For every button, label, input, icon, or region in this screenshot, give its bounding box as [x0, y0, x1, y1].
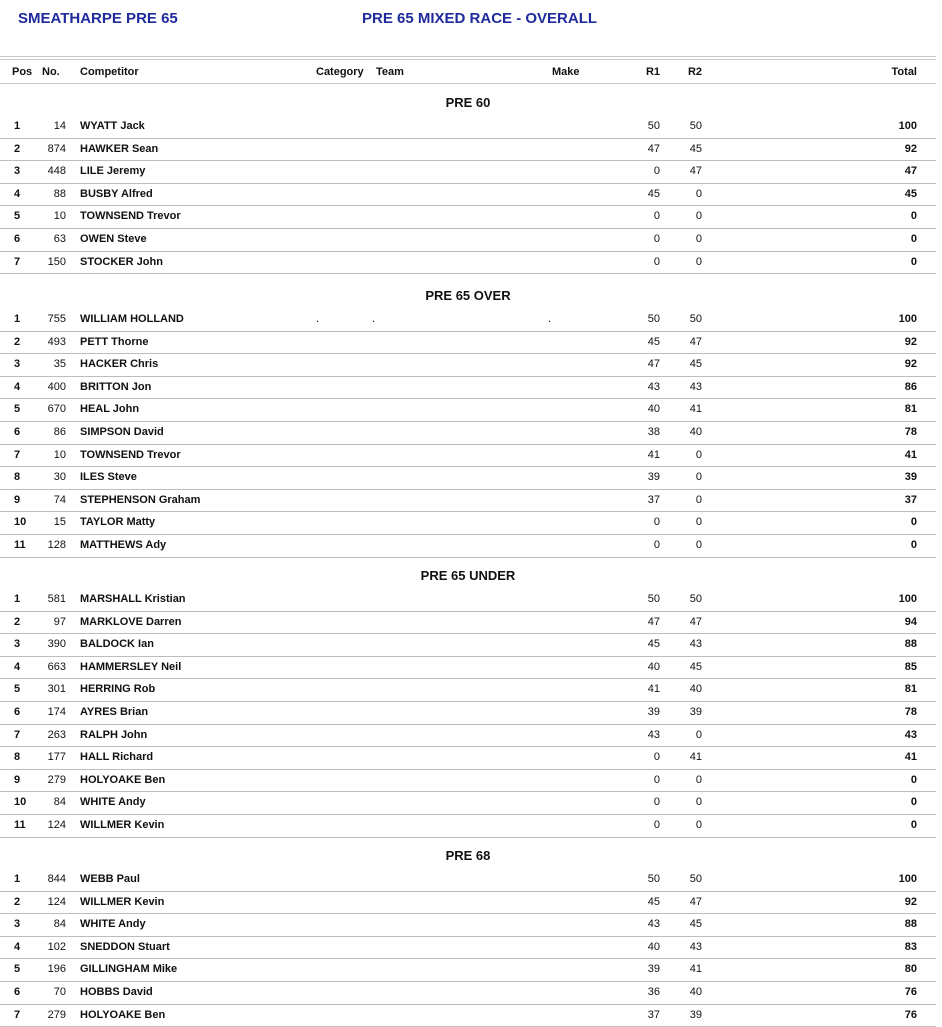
pos-cell: 2 — [14, 142, 21, 155]
r1-cell: 50 — [647, 593, 660, 605]
table-row — [0, 612, 936, 635]
col-competitor-header: Competitor — [80, 66, 139, 78]
total-cell: 85 — [904, 660, 917, 673]
competitor-cell: WEBB Paul — [80, 873, 140, 885]
r2-cell: 0 — [695, 728, 702, 741]
r1-cell: 0 — [653, 818, 660, 831]
table-row — [0, 937, 936, 960]
pos-cell: 9 — [14, 773, 21, 786]
competitor-cell: PETT Thorne — [80, 335, 149, 348]
competitor-cell: BRITTON Jon — [80, 380, 152, 393]
r2-cell: 47 — [689, 895, 702, 908]
category-cell: . — [316, 313, 320, 325]
competitor-cell: WILLMER Kevin — [80, 895, 165, 908]
col-team-header: Team — [376, 66, 404, 78]
r2-cell: 47 — [689, 615, 702, 628]
number-cell: 177 — [47, 751, 66, 764]
r1-cell: 0 — [653, 210, 660, 223]
pos-cell: 1 — [14, 873, 21, 885]
table-row — [0, 815, 936, 838]
r2-cell: 50 — [689, 313, 702, 325]
r2-cell: 39 — [689, 705, 702, 718]
total-cell: 41 — [904, 448, 917, 461]
competitor-cell: STOCKER John — [80, 255, 163, 268]
competitor-cell: HAWKER Sean — [80, 142, 159, 155]
pos-cell: 9 — [14, 493, 21, 506]
number-cell: 15 — [53, 516, 66, 529]
number-cell: 97 — [53, 615, 66, 628]
table-row — [0, 914, 936, 937]
r2-cell: 43 — [689, 940, 702, 953]
total-cell: 76 — [904, 1008, 917, 1021]
pos-cell: 6 — [14, 705, 21, 718]
pos-cell: 11 — [14, 818, 26, 831]
number-cell: 30 — [53, 471, 66, 484]
r2-cell: 0 — [695, 796, 702, 809]
r2-cell: 0 — [695, 210, 702, 223]
pos-cell: 4 — [14, 380, 21, 393]
r1-cell: 47 — [647, 615, 660, 628]
competitor-cell: WILLIAM HOLLAND — [80, 313, 184, 325]
r1-cell: 0 — [653, 796, 660, 809]
section-title: PRE 60 — [445, 95, 491, 110]
competitor-cell: SIMPSON David — [80, 425, 164, 438]
r1-cell: 0 — [653, 751, 660, 764]
total-cell: 92 — [904, 895, 917, 908]
total-cell: 100 — [898, 313, 917, 325]
r2-cell: 0 — [695, 232, 702, 245]
number-cell: 150 — [47, 255, 66, 268]
competitor-cell: MARKLOVE Darren — [80, 615, 182, 628]
r1-cell: 36 — [647, 985, 660, 998]
competitor-cell: SNEDDON Stuart — [80, 940, 170, 953]
r2-cell: 0 — [695, 516, 702, 529]
pos-cell: 6 — [14, 232, 21, 245]
number-cell: 14 — [53, 120, 66, 132]
section-rows — [0, 869, 936, 1027]
col-category-header: Category — [316, 66, 364, 78]
total-cell: 76 — [904, 985, 917, 998]
pos-cell: 8 — [14, 751, 21, 764]
total-cell: 88 — [904, 638, 917, 651]
total-cell: 100 — [898, 120, 917, 132]
r2-cell: 50 — [689, 120, 702, 132]
col-no-header: No. — [42, 66, 60, 78]
table-row — [0, 725, 936, 748]
pos-cell: 7 — [14, 448, 21, 461]
table-row — [0, 467, 936, 490]
table-row — [0, 206, 936, 229]
number-cell: 102 — [47, 940, 66, 953]
r2-cell: 41 — [689, 403, 702, 416]
r1-cell: 40 — [647, 660, 660, 673]
total-cell: 47 — [904, 165, 917, 178]
col-r1-header: R1 — [645, 66, 660, 78]
number-cell: 88 — [53, 187, 66, 200]
pos-cell: 7 — [14, 1008, 21, 1021]
pos-cell: 10 — [14, 516, 27, 529]
r1-cell: 43 — [647, 728, 660, 741]
pos-cell: 2 — [14, 335, 21, 348]
section-title: PRE 68 — [445, 848, 491, 863]
pos-cell: 3 — [14, 165, 21, 178]
table-row — [0, 116, 936, 139]
total-cell: 92 — [904, 358, 917, 371]
r1-cell: 50 — [647, 120, 660, 132]
r1-cell: 0 — [653, 516, 660, 529]
number-cell: 124 — [47, 895, 66, 908]
r2-cell: 40 — [689, 425, 702, 438]
competitor-cell: MATTHEWS Ady — [80, 538, 167, 551]
number-cell: 663 — [47, 660, 66, 673]
competitor-cell: BUSBY Alfred — [80, 187, 153, 200]
table-row — [0, 229, 936, 252]
r2-cell: 47 — [689, 335, 702, 348]
section-rows — [0, 309, 936, 558]
competitor-cell: RALPH John — [80, 728, 148, 741]
table-row — [0, 161, 936, 184]
table-row — [0, 252, 936, 275]
table-row — [0, 657, 936, 680]
total-cell: 45 — [904, 187, 917, 200]
table-row — [0, 892, 936, 915]
r1-cell: 0 — [653, 232, 660, 245]
pos-cell: 2 — [14, 615, 21, 628]
total-cell: 37 — [904, 493, 917, 506]
competitor-cell: ILES Steve — [80, 471, 137, 484]
competitor-cell: WHITE Andy — [80, 918, 146, 931]
total-cell: 0 — [910, 232, 917, 245]
pos-cell: 3 — [14, 358, 21, 371]
race-title: PRE 65 MIXED RACE - OVERALL — [362, 10, 598, 27]
total-cell: 0 — [910, 796, 917, 809]
r1-cell: 45 — [647, 335, 660, 348]
r2-cell: 39 — [689, 1008, 702, 1021]
r1-cell: 43 — [647, 918, 660, 931]
r2-cell: 0 — [695, 493, 702, 506]
r1-cell: 45 — [647, 638, 660, 651]
header-divider — [0, 56, 936, 60]
total-cell: 94 — [904, 615, 917, 628]
table-row — [0, 490, 936, 513]
competitor-cell: TOWNSEND Trevor — [80, 448, 181, 461]
r2-cell: 45 — [689, 660, 702, 673]
total-cell: 0 — [910, 818, 917, 831]
make-cell: . — [548, 313, 552, 325]
number-cell: 70 — [53, 985, 66, 998]
number-cell: 279 — [47, 1008, 66, 1021]
table-row — [0, 445, 936, 468]
pos-cell: 11 — [14, 538, 26, 551]
table-row — [0, 184, 936, 207]
pos-cell: 6 — [14, 425, 21, 438]
r1-cell: 37 — [647, 1008, 660, 1021]
section-rows — [0, 589, 936, 838]
number-cell: 448 — [47, 165, 66, 178]
pos-cell: 1 — [14, 593, 21, 605]
team-cell: . — [372, 313, 376, 325]
total-cell: 43 — [904, 728, 917, 741]
section-title: PRE 65 UNDER — [420, 568, 516, 583]
competitor-cell: HOLYOAKE Ben — [80, 773, 166, 786]
competitor-cell: HEAL John — [80, 403, 140, 416]
col-make-header: Make — [552, 66, 580, 78]
r1-cell: 45 — [647, 187, 660, 200]
competitor-cell: HALL Richard — [80, 751, 154, 764]
total-cell: 39 — [904, 471, 917, 484]
competitor-cell: MARSHALL Kristian — [80, 593, 186, 605]
r2-cell: 0 — [695, 538, 702, 551]
r2-cell: 45 — [689, 142, 702, 155]
competitor-cell: BALDOCK Ian — [80, 638, 154, 651]
table-row — [0, 422, 936, 445]
r1-cell: 38 — [647, 425, 660, 438]
pos-cell: 1 — [14, 313, 21, 325]
pos-cell: 1 — [14, 120, 21, 132]
r2-cell: 0 — [695, 818, 702, 831]
competitor-cell: AYRES Brian — [80, 705, 149, 718]
number-cell: 581 — [47, 593, 66, 605]
table-row — [0, 512, 936, 535]
total-cell: 0 — [910, 773, 917, 786]
r1-cell: 50 — [647, 873, 660, 885]
pos-cell: 2 — [14, 895, 21, 908]
table-row — [0, 309, 936, 332]
r2-cell: 40 — [689, 683, 702, 696]
competitor-cell: TAYLOR Matty — [80, 516, 156, 529]
competitor-cell: TOWNSEND Trevor — [80, 210, 181, 223]
total-cell: 92 — [904, 142, 917, 155]
r2-cell: 43 — [689, 638, 702, 651]
table-row — [0, 770, 936, 793]
number-cell: 84 — [53, 918, 66, 931]
competitor-cell: HERRING Rob — [80, 683, 156, 696]
r2-cell: 0 — [695, 187, 702, 200]
competitor-cell: STEPHENSON Graham — [80, 493, 201, 506]
pos-cell: 5 — [14, 403, 21, 416]
number-cell: 844 — [47, 873, 66, 885]
table-row — [0, 377, 936, 400]
number-cell: 10 — [53, 448, 66, 461]
table-row — [0, 869, 936, 892]
competitor-cell: HACKER Chris — [80, 358, 159, 371]
number-cell: 35 — [53, 358, 66, 371]
r2-cell: 0 — [695, 448, 702, 461]
number-cell: 124 — [47, 818, 66, 831]
table-row — [0, 332, 936, 355]
r1-cell: 45 — [647, 895, 660, 908]
r1-cell: 37 — [647, 493, 660, 506]
col-total-header: Total — [891, 66, 917, 78]
pos-cell: 6 — [14, 985, 21, 998]
pos-cell: 3 — [14, 638, 21, 651]
table-row — [0, 535, 936, 558]
competitor-cell: HOLYOAKE Ben — [80, 1008, 166, 1021]
total-cell: 81 — [904, 683, 917, 696]
r1-cell: 40 — [647, 940, 660, 953]
r1-cell: 0 — [653, 538, 660, 551]
total-cell: 0 — [910, 516, 917, 529]
number-cell: 174 — [47, 705, 66, 718]
number-cell: 196 — [47, 963, 66, 976]
total-cell: 88 — [904, 918, 917, 931]
r1-cell: 39 — [647, 705, 660, 718]
r2-cell: 50 — [689, 873, 702, 885]
r1-cell: 0 — [653, 165, 660, 178]
pos-cell: 3 — [14, 918, 21, 931]
total-cell: 41 — [904, 751, 917, 764]
r1-cell: 47 — [647, 358, 660, 371]
r2-cell: 0 — [695, 471, 702, 484]
competitor-cell: WILLMER Kevin — [80, 818, 165, 831]
number-cell: 874 — [47, 142, 66, 155]
number-cell: 301 — [47, 683, 66, 696]
r1-cell: 40 — [647, 403, 660, 416]
r2-cell: 41 — [689, 751, 702, 764]
table-row — [0, 679, 936, 702]
pos-cell: 4 — [14, 940, 21, 953]
total-cell: 0 — [910, 538, 917, 551]
table-row — [0, 702, 936, 725]
total-cell: 78 — [904, 705, 917, 718]
number-cell: 400 — [47, 380, 66, 393]
r1-cell: 39 — [647, 471, 660, 484]
event-title: SMEATHARPE PRE 65 — [18, 10, 178, 27]
column-header-divider — [0, 83, 936, 84]
number-cell: 86 — [53, 425, 66, 438]
table-row — [0, 792, 936, 815]
number-cell: 128 — [47, 538, 66, 551]
pos-cell: 7 — [14, 728, 21, 741]
competitor-cell: HAMMERSLEY Neil — [80, 660, 182, 673]
competitor-cell: OWEN Steve — [80, 232, 147, 245]
table-row — [0, 139, 936, 162]
r1-cell: 43 — [647, 380, 660, 393]
pos-cell: 4 — [14, 660, 21, 673]
pos-cell: 5 — [14, 683, 21, 696]
number-cell: 755 — [47, 313, 66, 325]
table-row — [0, 589, 936, 612]
r2-cell: 43 — [689, 380, 702, 393]
column-header-row — [0, 62, 936, 84]
r1-cell: 41 — [647, 448, 660, 461]
total-cell: 92 — [904, 335, 917, 348]
pos-cell: 8 — [14, 471, 21, 484]
pos-cell: 5 — [14, 963, 21, 976]
competitor-cell: WHITE Andy — [80, 796, 146, 809]
number-cell: 63 — [53, 232, 66, 245]
r2-cell: 45 — [689, 918, 702, 931]
table-row — [0, 354, 936, 377]
competitor-cell: WYATT Jack — [80, 120, 145, 132]
total-cell: 100 — [898, 873, 917, 885]
number-cell: 279 — [47, 773, 66, 786]
table-row — [0, 959, 936, 982]
r1-cell: 0 — [653, 773, 660, 786]
number-cell: 10 — [53, 210, 66, 223]
table-row — [0, 747, 936, 770]
number-cell: 263 — [47, 728, 66, 741]
r2-cell: 41 — [689, 963, 702, 976]
total-cell: 86 — [904, 380, 917, 393]
total-cell: 0 — [910, 255, 917, 268]
col-r2-header: R2 — [687, 66, 702, 78]
r1-cell: 39 — [647, 963, 660, 976]
pos-cell: 5 — [14, 210, 21, 223]
pos-cell: 4 — [14, 187, 21, 200]
r1-cell: 41 — [647, 683, 660, 696]
total-cell: 100 — [898, 593, 917, 605]
r2-cell: 47 — [689, 165, 702, 178]
total-cell: 81 — [904, 403, 917, 416]
total-cell: 0 — [910, 210, 917, 223]
total-cell: 80 — [904, 963, 917, 976]
competitor-cell: GILLINGHAM Mike — [80, 963, 178, 976]
r2-cell: 45 — [689, 358, 702, 371]
r2-cell: 0 — [695, 255, 702, 268]
pos-cell: 7 — [14, 255, 21, 268]
r1-cell: 47 — [647, 142, 660, 155]
total-cell: 83 — [904, 940, 917, 953]
number-cell: 670 — [47, 403, 66, 416]
r2-cell: 0 — [695, 773, 702, 786]
number-cell: 84 — [53, 796, 66, 809]
col-pos-header: Pos — [12, 66, 33, 78]
competitor-cell: HOBBS David — [80, 985, 153, 998]
r2-cell: 40 — [689, 985, 702, 998]
competitor-cell: LILE Jeremy — [80, 165, 146, 178]
r1-cell: 0 — [653, 255, 660, 268]
section-rows — [0, 116, 936, 274]
table-row — [0, 634, 936, 657]
r1-cell: 50 — [647, 313, 660, 325]
number-cell: 493 — [47, 335, 66, 348]
table-row — [0, 982, 936, 1005]
number-cell: 74 — [53, 493, 66, 506]
total-cell: 78 — [904, 425, 917, 438]
pos-cell: 10 — [14, 796, 27, 809]
number-cell: 390 — [47, 638, 66, 651]
section-title: PRE 65 OVER — [425, 288, 511, 303]
r2-cell: 50 — [689, 593, 702, 605]
table-row — [0, 399, 936, 422]
